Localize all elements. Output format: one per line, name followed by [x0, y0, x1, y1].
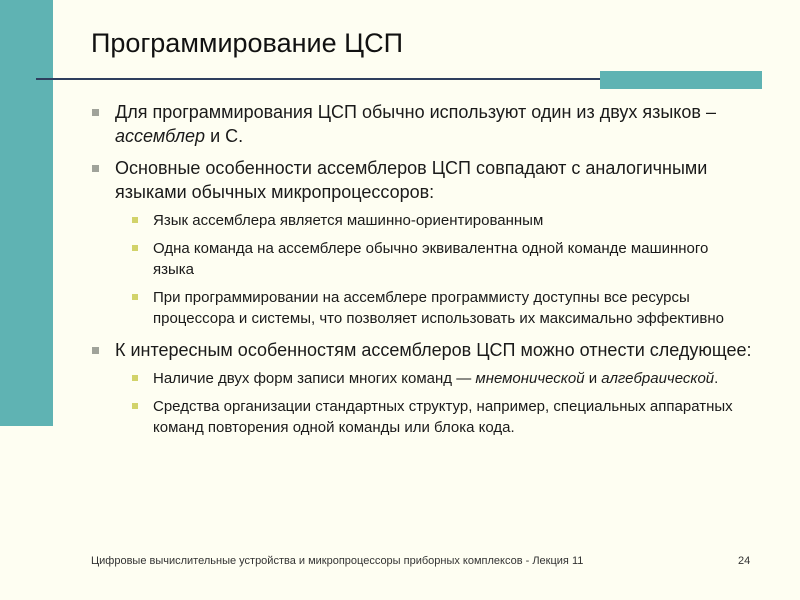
- title-rule-accent: [600, 71, 762, 89]
- bullet-text: Основные особенности ассемблеров ЦСП совпадают с аналогичными языками обычных микропроцессоров:: [115, 158, 708, 202]
- sub-bullet-item: [92, 210, 752, 231]
- sub-bullet-text: Средства организации стандартных структур, например, специальных аппаратных команд повторения одной команды или блока кода.: [153, 398, 733, 436]
- bullet-text: К интересным особенностям ассемблеров ЦСП можно отнести следующее:: [115, 340, 752, 360]
- bullet-text: Для программирования ЦСП обычно используют один из двух языков – ассемблер и С.: [115, 102, 716, 146]
- sub-bullet-text: Язык ассемблера является машинно-ориентированным: [153, 212, 544, 229]
- bullet-item: [92, 338, 752, 362]
- bullet-item: [92, 156, 752, 204]
- slide-content: [92, 100, 752, 445]
- sub-bullet-item: [92, 238, 752, 280]
- square-bullet-icon: [132, 217, 138, 223]
- square-bullet-icon: [92, 165, 99, 172]
- bullet-item: [92, 100, 752, 148]
- square-bullet-icon: [132, 375, 138, 381]
- sub-bullet-item: [92, 368, 752, 389]
- accent-sidebar: [0, 0, 53, 426]
- sub-bullet-item: [92, 396, 752, 438]
- square-bullet-icon: [132, 294, 138, 300]
- sub-bullet-item: [92, 287, 752, 329]
- sub-bullet-text: Наличие двух форм записи многих команд — мнемонической и алгебраической.: [153, 370, 719, 387]
- page-number: 24: [738, 555, 751, 567]
- slide-title: Программирование ЦСП: [91, 28, 404, 58]
- sub-bullet-text: При программировании на ассемблере программисту доступны все ресурсы процессора и системы, что позволяет использовать их максимально эффективно: [153, 289, 724, 327]
- square-bullet-icon: [92, 347, 99, 354]
- square-bullet-icon: [132, 245, 138, 251]
- sub-bullet-text: Одна команда на ассемблере обычно эквивалентна одной команде машинного языка: [153, 240, 709, 278]
- slide-footer: Цифровые вычислительные устройства и микропроцессоры приборных комплексов - Лекция 11: [91, 555, 584, 567]
- square-bullet-icon: [92, 109, 99, 116]
- square-bullet-icon: [132, 403, 138, 409]
